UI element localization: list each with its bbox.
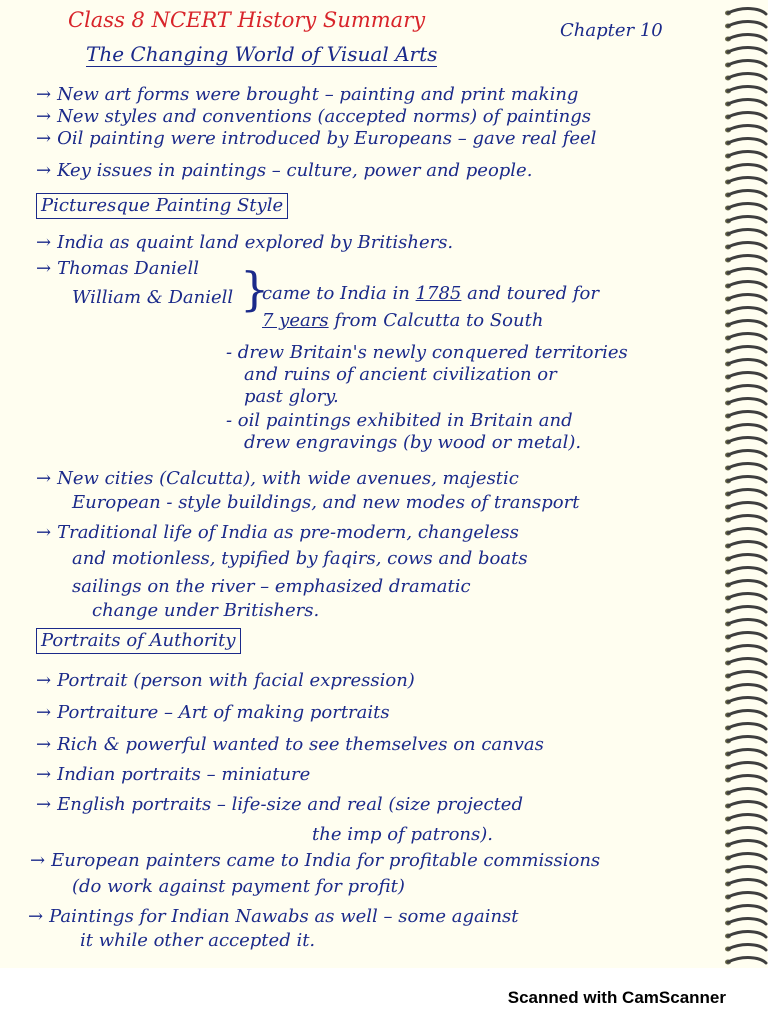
binding-coil bbox=[728, 191, 766, 196]
list-item: → Traditional life of India as pre-modern, changeless bbox=[36, 522, 519, 543]
binding-coil bbox=[728, 932, 766, 937]
binding-coil bbox=[728, 178, 766, 183]
binding-coil bbox=[728, 100, 766, 105]
binding-coil bbox=[728, 113, 766, 118]
binding-coil bbox=[728, 399, 766, 404]
list-item: → Key issues in paintings – culture, power and people. bbox=[36, 160, 533, 181]
binding-coil bbox=[728, 334, 766, 339]
binding-coil bbox=[728, 503, 766, 508]
binding-coil bbox=[728, 477, 766, 482]
list-item-cont: sailings on the river – emphasized dramatic bbox=[72, 576, 471, 597]
binding-coil bbox=[728, 893, 766, 898]
artist-name: → Thomas Daniell bbox=[36, 258, 199, 279]
binding-coil bbox=[728, 35, 766, 40]
binding-coil bbox=[728, 464, 766, 469]
binding-coil bbox=[728, 919, 766, 924]
list-item: → Portraiture – Art of making portraits bbox=[36, 702, 390, 723]
binding-coil bbox=[728, 698, 766, 703]
list-item: → India as quaint land explored by Britishers. bbox=[36, 232, 454, 253]
binding-coil bbox=[728, 854, 766, 859]
binding-coil bbox=[728, 555, 766, 560]
list-item-cont: it while other accepted it. bbox=[80, 930, 316, 951]
sub-point: drew engravings (by wood or metal). bbox=[244, 432, 582, 453]
list-item-cont: (do work against payment for profit) bbox=[72, 876, 405, 897]
binding-coil bbox=[728, 425, 766, 430]
binding-coil bbox=[728, 659, 766, 664]
binding-coil bbox=[728, 295, 766, 300]
binding-coil bbox=[728, 529, 766, 534]
binding-coil bbox=[728, 204, 766, 209]
binding-coil bbox=[728, 74, 766, 79]
list-item: → New art forms were brought – painting and print making bbox=[36, 84, 579, 105]
sub-point: - drew Britain's newly conquered territories bbox=[226, 342, 628, 363]
binding-coil bbox=[728, 958, 766, 963]
binding-coil bbox=[728, 217, 766, 222]
scanner-watermark: Scanned with CamScanner bbox=[507, 988, 726, 1007]
binding-coil bbox=[728, 724, 766, 729]
list-item: → English portraits – life-size and real (size projected bbox=[36, 794, 523, 815]
binding-coil bbox=[728, 516, 766, 521]
binding-coil bbox=[728, 139, 766, 144]
binding-coil bbox=[728, 451, 766, 456]
list-item-cont: European - style buildings, and new modes of transport bbox=[72, 492, 580, 513]
list-item: → Portrait (person with facial expression) bbox=[36, 670, 415, 691]
chapter-label: Chapter 10 bbox=[560, 20, 663, 41]
binding-coil bbox=[728, 581, 766, 586]
binding-coil bbox=[728, 841, 766, 846]
spiral-binding bbox=[718, 0, 768, 968]
binding-coil bbox=[728, 802, 766, 807]
list-item: → European painters came to India for profitable commissions bbox=[30, 850, 601, 871]
binding-coil bbox=[728, 22, 766, 27]
binding-coil bbox=[728, 594, 766, 599]
binding-coil bbox=[728, 776, 766, 781]
binding-coil bbox=[728, 880, 766, 885]
binding-coil bbox=[728, 386, 766, 391]
binding-coil bbox=[728, 672, 766, 677]
binding-coil bbox=[728, 230, 766, 235]
brace-icon: } bbox=[240, 262, 270, 316]
list-item-cont: the imp of patrons). bbox=[312, 824, 493, 845]
binding-coil bbox=[728, 165, 766, 170]
binding-coil bbox=[728, 243, 766, 248]
binding-coil bbox=[728, 542, 766, 547]
binding-coil bbox=[728, 867, 766, 872]
binding-coil bbox=[728, 9, 766, 14]
binding-coil bbox=[728, 789, 766, 794]
travel-line: 7 years from Calcutta to South bbox=[262, 310, 544, 331]
binding-coil bbox=[728, 945, 766, 950]
sub-point: - oil paintings exhibited in Britain and bbox=[226, 410, 573, 431]
sub-point: and ruins of ancient civilization or bbox=[244, 364, 557, 385]
binding-coil bbox=[728, 438, 766, 443]
binding-coil bbox=[728, 282, 766, 287]
binding-coil bbox=[728, 620, 766, 625]
binding-coil bbox=[728, 490, 766, 495]
binding-coil bbox=[728, 347, 766, 352]
chapter-subtitle: The Changing World of Visual Arts bbox=[86, 42, 438, 66]
binding-coil bbox=[728, 568, 766, 573]
binding-coil bbox=[728, 61, 766, 66]
page-title: Class 8 NCERT History Summary bbox=[68, 8, 426, 32]
list-item-cont: change under Britishers. bbox=[92, 600, 320, 621]
binding-coil bbox=[728, 815, 766, 820]
section-heading-portraits: Portraits of Authority bbox=[36, 628, 241, 654]
binding-coil bbox=[728, 750, 766, 755]
binding-coil bbox=[728, 737, 766, 742]
binding-coil bbox=[728, 126, 766, 131]
binding-coil bbox=[728, 87, 766, 92]
list-item: → Oil painting were introduced by Europeans – gave real feel bbox=[36, 128, 597, 149]
list-item: → New styles and conventions (accepted norms) of paintings bbox=[36, 106, 591, 127]
binding-coil bbox=[728, 828, 766, 833]
list-item: → Indian portraits – miniature bbox=[36, 764, 311, 785]
binding-coil bbox=[728, 321, 766, 326]
binding-coil bbox=[728, 360, 766, 365]
binding-coil bbox=[728, 269, 766, 274]
artist-name: William & Daniell bbox=[72, 287, 234, 308]
binding-coil bbox=[728, 607, 766, 612]
binding-coil bbox=[728, 256, 766, 261]
binding-coil bbox=[728, 906, 766, 911]
section-heading-picturesque: Picturesque Painting Style bbox=[36, 193, 288, 219]
binding-coil bbox=[728, 48, 766, 53]
binding-coil bbox=[728, 711, 766, 716]
list-item: → Rich & powerful wanted to see themselves on canvas bbox=[36, 734, 544, 755]
list-item: → Paintings for Indian Nawabs as well – some against bbox=[28, 906, 519, 927]
binding-coil bbox=[728, 763, 766, 768]
binding-coil bbox=[728, 373, 766, 378]
binding-coil bbox=[728, 685, 766, 690]
binding-coil bbox=[728, 633, 766, 638]
travel-line: came to India in 1785 and toured for bbox=[262, 283, 599, 304]
binding-coil bbox=[728, 412, 766, 417]
binding-coil bbox=[728, 646, 766, 651]
sub-point: past glory. bbox=[244, 386, 339, 407]
list-item-cont: and motionless, typified by faqirs, cows and boats bbox=[72, 548, 528, 569]
binding-coil bbox=[728, 152, 766, 157]
binding-coil bbox=[728, 308, 766, 313]
list-item: → New cities (Calcutta), with wide avenues, majestic bbox=[36, 468, 519, 489]
